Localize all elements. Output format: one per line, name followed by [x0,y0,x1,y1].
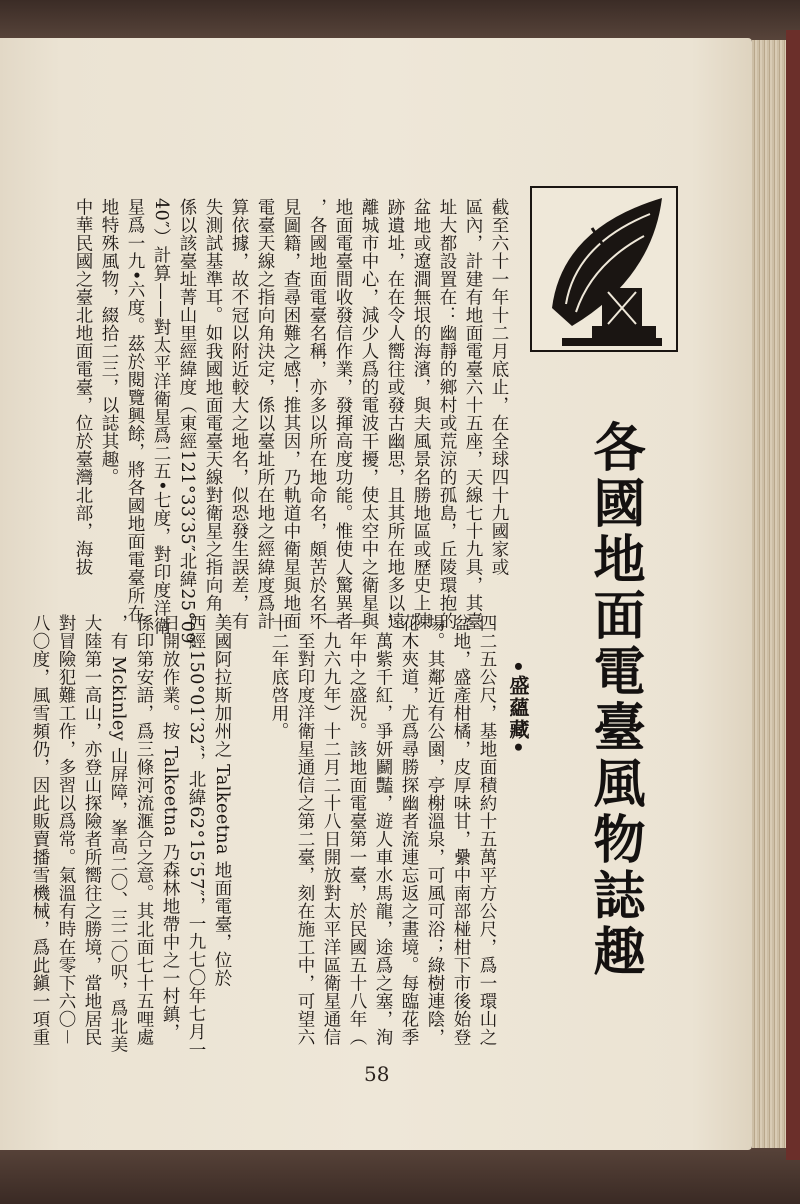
text-column: 40″）計算——對太平洋衛星爲二五•七度，對印度洋衛 [151,198,171,636]
text-column: ，萬紫千紅，爭妍鬬豔，遊人車水馬龍，途爲之塞，洵 [373,614,393,1046]
text-column: 盆地，盛產柑橘，皮厚味甘，纍中南部椪柑下市後始登 [451,614,471,1046]
text-column: 四二五公尺，基地面積約十五萬平方公尺，爲一環山之 [477,614,497,1046]
text-column: 失測試基準耳。如我國地面電臺天線對衛星之指向角， [203,198,223,630]
book-spine [786,30,800,1160]
article-author: •盛蘊藏• [506,660,530,756]
text-column: 日開放作業。按 Talkeetna 乃森林地帶中之一村鎮， [160,614,180,1042]
text-column: 係以該臺址菁山里經緯度（東經121°33′35″北緯25°09′ [177,198,197,649]
text-column: 截至六十一年十二月底止，在全球四十九國家或 [489,198,509,576]
text-column: 地面電臺間收發信作業，發揮高度功能。惟使人驚異者 [333,198,353,630]
text-column: ，有 Mckinley 山屏障，峯高二〇、三二〇呎，爲北美 [108,614,128,1054]
text-column: 盆地或遼澗無垠的海濱，與夫風景名勝地區或歷史上陳 [411,198,431,630]
text-column: 星爲一九•六度。茲於閱覽興餘，將各國地面電臺所在 [125,198,145,623]
text-column: 一九六九年）十二月二十八日開放對太平洋區衛星通信 [321,614,341,1046]
text-column: 見圖籍，查尋困難之感！推其因，乃軌道中衛星與地面 [281,198,301,630]
satellite-dish-illustration [530,186,678,352]
text-column: 一年中之盛況。該地面電臺第一臺，於民國五十八年（ [347,614,367,1046]
text-column: 電臺天線之指向角決定，係以臺址所在地之經緯度爲計 [255,198,275,630]
text-column: 西經150°01′32″，北緯62°15′57″，一九七〇年七月一 [186,614,206,1059]
text-column: 美國阿拉斯加州之 Talkeetna 地面電臺，位於 [212,614,232,988]
body-text-left-content [70,198,512,649]
body-text-right-content [266,614,500,1054]
text-column: ，各國地面電臺名稱，亦多以所在地命名，頗苦於名不 [307,198,327,630]
text-column: 離城市中心，減少人爲的電波干擾，使太空中之衛星與 [359,198,379,630]
body-text-right [266,614,500,1054]
text-column: 場。其鄰近有公園，亭榭溫泉，可風可浴；綠樹連陰， [425,614,445,1046]
text-column: 中華民國之臺北地面電臺，位於臺灣北部，海拔 [73,198,93,576]
text-column: 花木夾道，尤爲尋勝探幽者流連忘返之畫境。每臨花季 [399,614,419,1046]
body-text-bottom [27,614,235,1059]
text-column: 十二年底啓用。 [269,614,289,740]
text-column: ，至對印度洋衛星通信之第二臺，刻在施工中，可望六 [295,614,315,1046]
article-title: 各國地面電臺風物誌趣 [584,420,645,980]
text-column: 跡遺址，在在令人嚮往或發古幽思，且其所在地多以遠 [385,198,405,630]
text-column: 大陸第一高山，亦登山探險者所嚮往之勝境，當地居民 [82,614,102,1046]
body-text-bottom-content [27,614,235,1059]
text-column: 算依據，故不冠以附近較大之地名，似恐發生誤差，有 [229,198,249,630]
text-column: 址大都設置在：幽靜的鄉村或荒涼的孤島，丘陵環抱的 [437,198,457,630]
text-column: 係印第安語，爲三條河流滙合之意。其北面七十五哩處 [134,614,154,1046]
text-column: 地特殊風物，綴拾二三，以誌其趣。 [99,198,119,486]
body-text-left [70,198,512,649]
text-column: 區內，計建有地面電臺六十五座，天線七十九具，其臺 [463,198,483,630]
satellite-dish-icon [532,188,676,350]
page-number: 58 [364,1062,390,1086]
text-column: 八〇度，風雪頻仍，因此販賣播雪機械，爲此鎭一項重 [30,614,50,1046]
text-column: 對冒險犯難工作，多習以爲常。氣溫有時在零下六〇－ [56,614,76,1046]
